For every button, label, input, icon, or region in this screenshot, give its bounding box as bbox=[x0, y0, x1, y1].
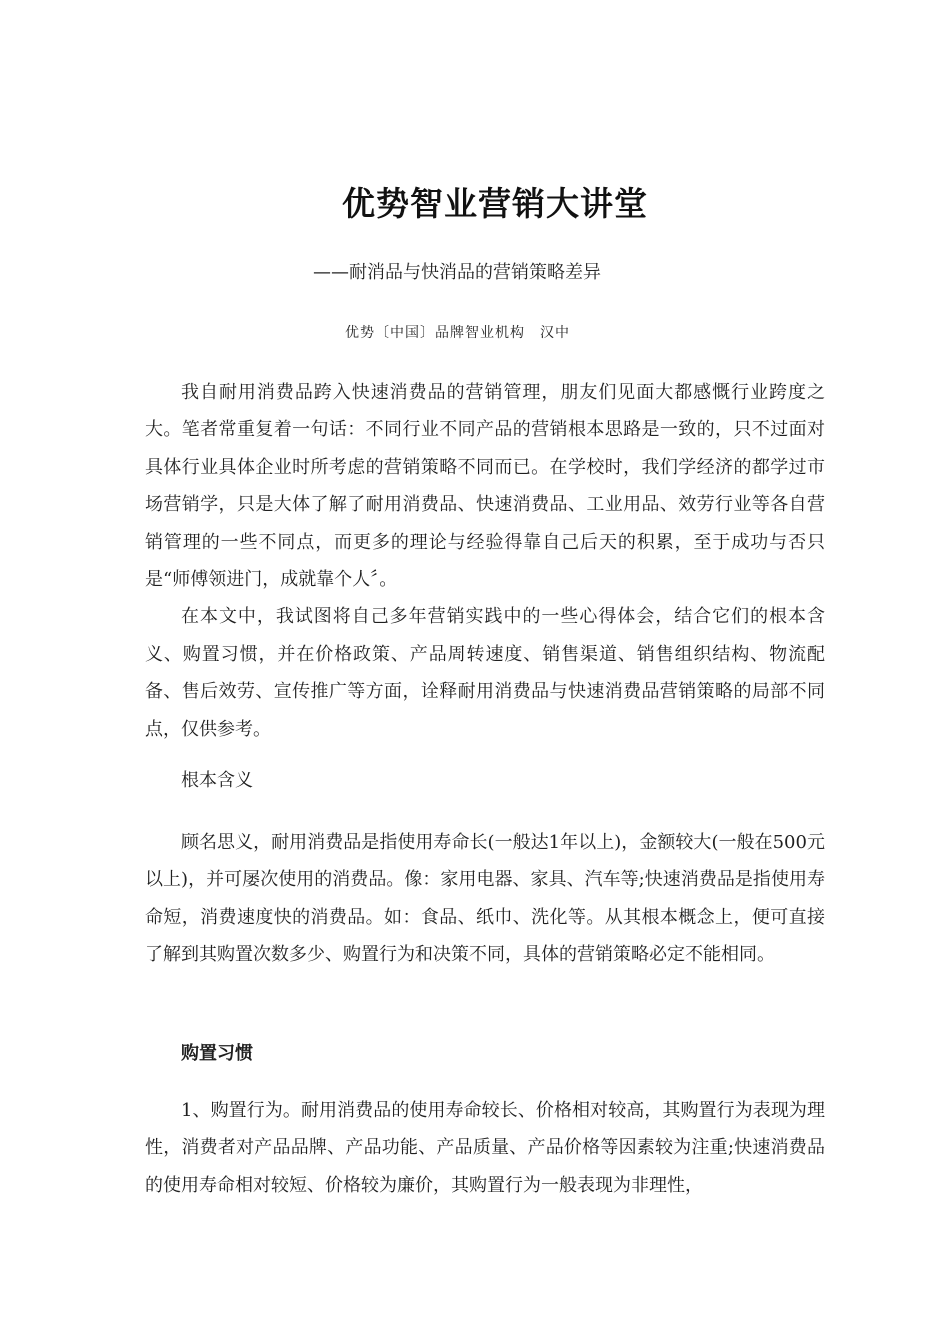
basic-section bbox=[145, 824, 825, 974]
purchase-section bbox=[145, 1092, 825, 1204]
purchase-paragraph: 1、购置行为。耐用消费品的使用寿命较长、价格相对较高，其购置行为表现为理性，消费者对产品品牌、产品功能、产品质量、产品价格等因素较为注重;快速消费品的使用寿命相对较短、价格较为廉价，其购置行为一般表现为非理性， bbox=[145, 1100, 825, 1196]
intro-section bbox=[145, 374, 825, 748]
intro-paragraph-1: 我自耐用消费品跨入快速消费品的营销管理，朋友们见面大都感慨行业跨度之大。笔者常重复着一句话：不同行业不同产品的营销根本思路是一致的，只不过面对具体行业具体企业时所考虑的营销策略不同而已。在学校时，我们学经济的都学过市场营销学，只是大体了解了耐用消费品、快速消费品、工业用品、效劳行业等各自营销管理的一些不同点，而更多的理论与经验得靠自己后天的积累，至于成功与否只是“师傅领进门，成就靠个人〞。 bbox=[145, 382, 825, 591]
document-title: 优势智业营销大讲堂 bbox=[342, 184, 648, 223]
section-heading-purchase: 购置习惯 bbox=[181, 1043, 253, 1064]
basic-paragraph: 顾名思义，耐用消费品是指使用寿命长(一般达1年以上)，金额较大(一般在500元以上)，并可屡次使用的消费品。像：家用电器、家具、汽车等;快速消费品是指使用寿命短，消费速度快的消费品。如：食品、纸巾、洗化等。从其根本概念上，便可直接了解到其购置次数多少、购置行为和决策不同，具体的营销策略必定不能相同。 bbox=[145, 832, 825, 966]
section-heading-basic: 根本含义 bbox=[181, 770, 253, 791]
intro-paragraph-2: 在本文中，我试图将自己多年营销实践中的一些心得体会，结合它们的根本含义、购置习惯，并在价格政策、产品周转速度、销售渠道、销售组织结构、物流配备、售后效劳、宣传推广等方面，诠释耐用消费品与快速消费品营销策略的局部不同点，仅供参考。 bbox=[145, 606, 825, 740]
document-subtitle: ——耐消品与快消品的营销策略差异 bbox=[313, 262, 601, 283]
author-line: 优势〔中国〕品牌智业机构 汉中 bbox=[345, 325, 570, 341]
